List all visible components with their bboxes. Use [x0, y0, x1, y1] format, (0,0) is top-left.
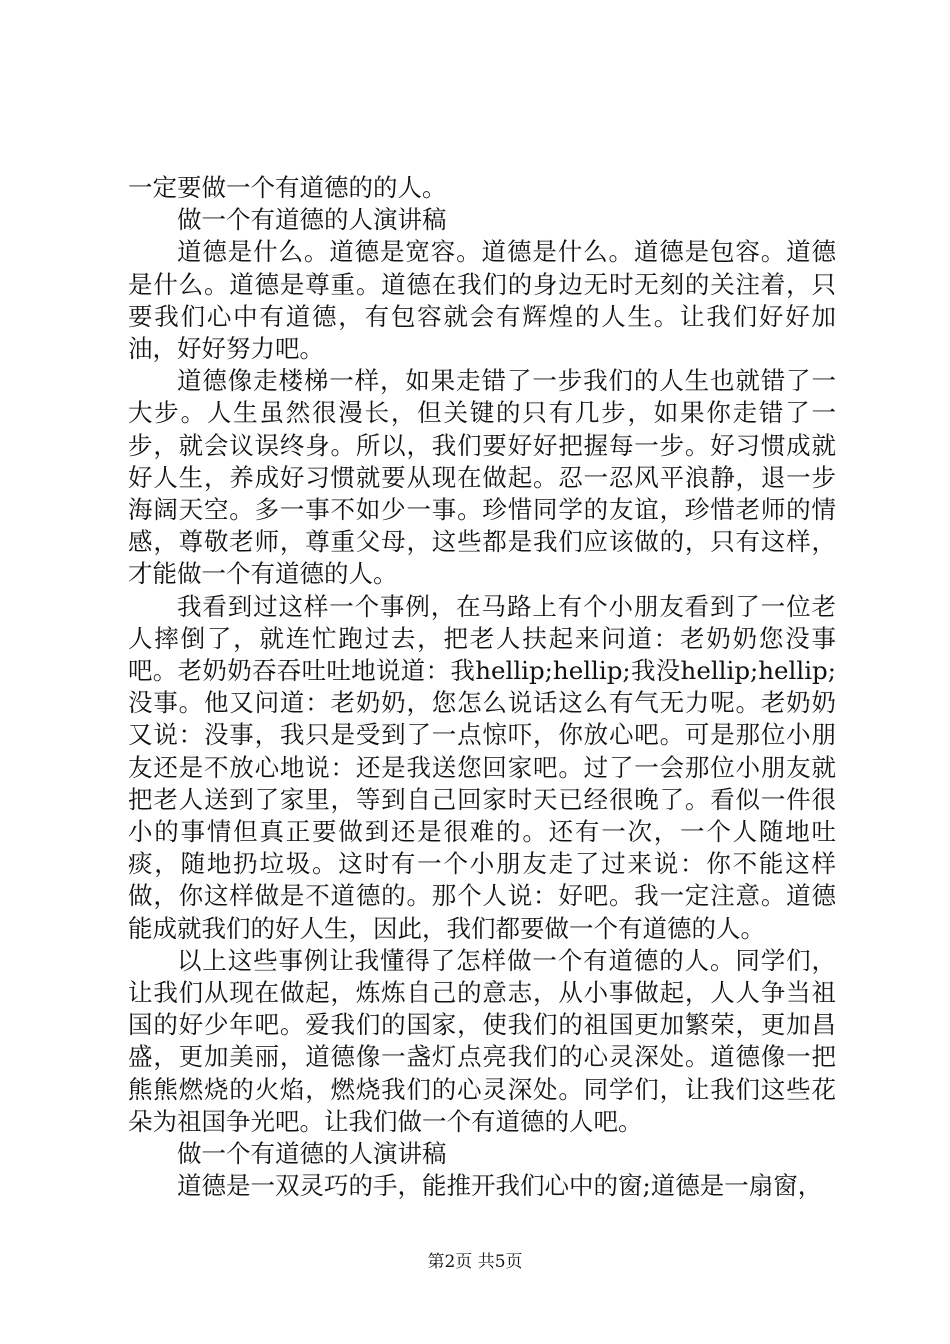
paragraph: 道德像走楼梯一样，如果走错了一步我们的人生也就错了一大步。人生虽然很漫长，但关键的只有几步，如果你走错了一步，就会议误终身。所以，我们要好好把握每一步。好习惯成就好人生，养成好习惯就要从现在做起。忍一忍风平浪静，退一步海阔天空。多一事不如少一事。珍惜同学的友谊，珍惜老师的情感，尊敬老师，尊重父母，这些都是我们应该做的，只有这样，才能做一个有道德的人。 [128, 366, 836, 589]
page-number-footer: 第2页 共5页 [427, 1252, 523, 1272]
paragraph: 以上这些事例让我懂得了怎样做一个有道德的人。同学们，让我们从现在做起，炼炼自己的意志，从小事做起，人人争当祖国的好少年吧。爱我们的国家，使我们的祖国更加繁荣，更加昌盛，更加美丽，道德像一盏灯点亮我们的心灵深处。道德像一把熊熊燃烧的火焰，燃烧我们的心灵深处。同学们，让我们这些花朵为祖国争光吧。让我们做一个有道德的人吧。 [128, 945, 836, 1136]
paragraph: 道德是什么。道德是宽容。道德是什么。道德是包容。道德是什么。道德是尊重。道德在我们的身边无时无刻的关注着，只要我们心中有道德，有包容就会有辉煌的人生。让我们好好加油，好好努力吧。 [128, 237, 836, 364]
section-title: 做一个有道德的人演讲稿 [177, 205, 447, 235]
document-body [128, 172, 836, 1203]
paragraph-continuation: 一定要做一个有道德的的人。 [128, 173, 447, 202]
section-title: 做一个有道德的人演讲稿 [177, 1139, 447, 1169]
paragraph: 我看到过这样一个事例，在马路上有个小朋友看到了一位老人摔倒了，就连忙跑过去，把老人扶起来问道：老奶奶您没事吧。老奶奶吞吞吐吐地说道：我hellip;hellip;我没hellip;hellip;没事。他又问道：老奶奶，您怎么说话这么有气无力呢。老奶奶又说：没事，我只是受到了一点惊吓，你放心吧。可是那位小朋友还是不放心地说：还是我送您回家吧。过了一会那位小朋友就把老人送到了家里，等到自己回家时天已经很晚了。看似一件很小的事情但真正要做到还是很难的。还有一次，一个人随地吐痰，随地扔垃圾。这时有一个小朋友走了过来说：你不能这样做，你这样做是不道德的。那个人说：好吧。我一定注意。道德能成就我们的好人生，因此，我们都要做一个有道德的人。 [128, 591, 836, 943]
paragraph: 道德是一双灵巧的手，能推开我们心中的窗;道德是一扇窗， [177, 1171, 823, 1201]
